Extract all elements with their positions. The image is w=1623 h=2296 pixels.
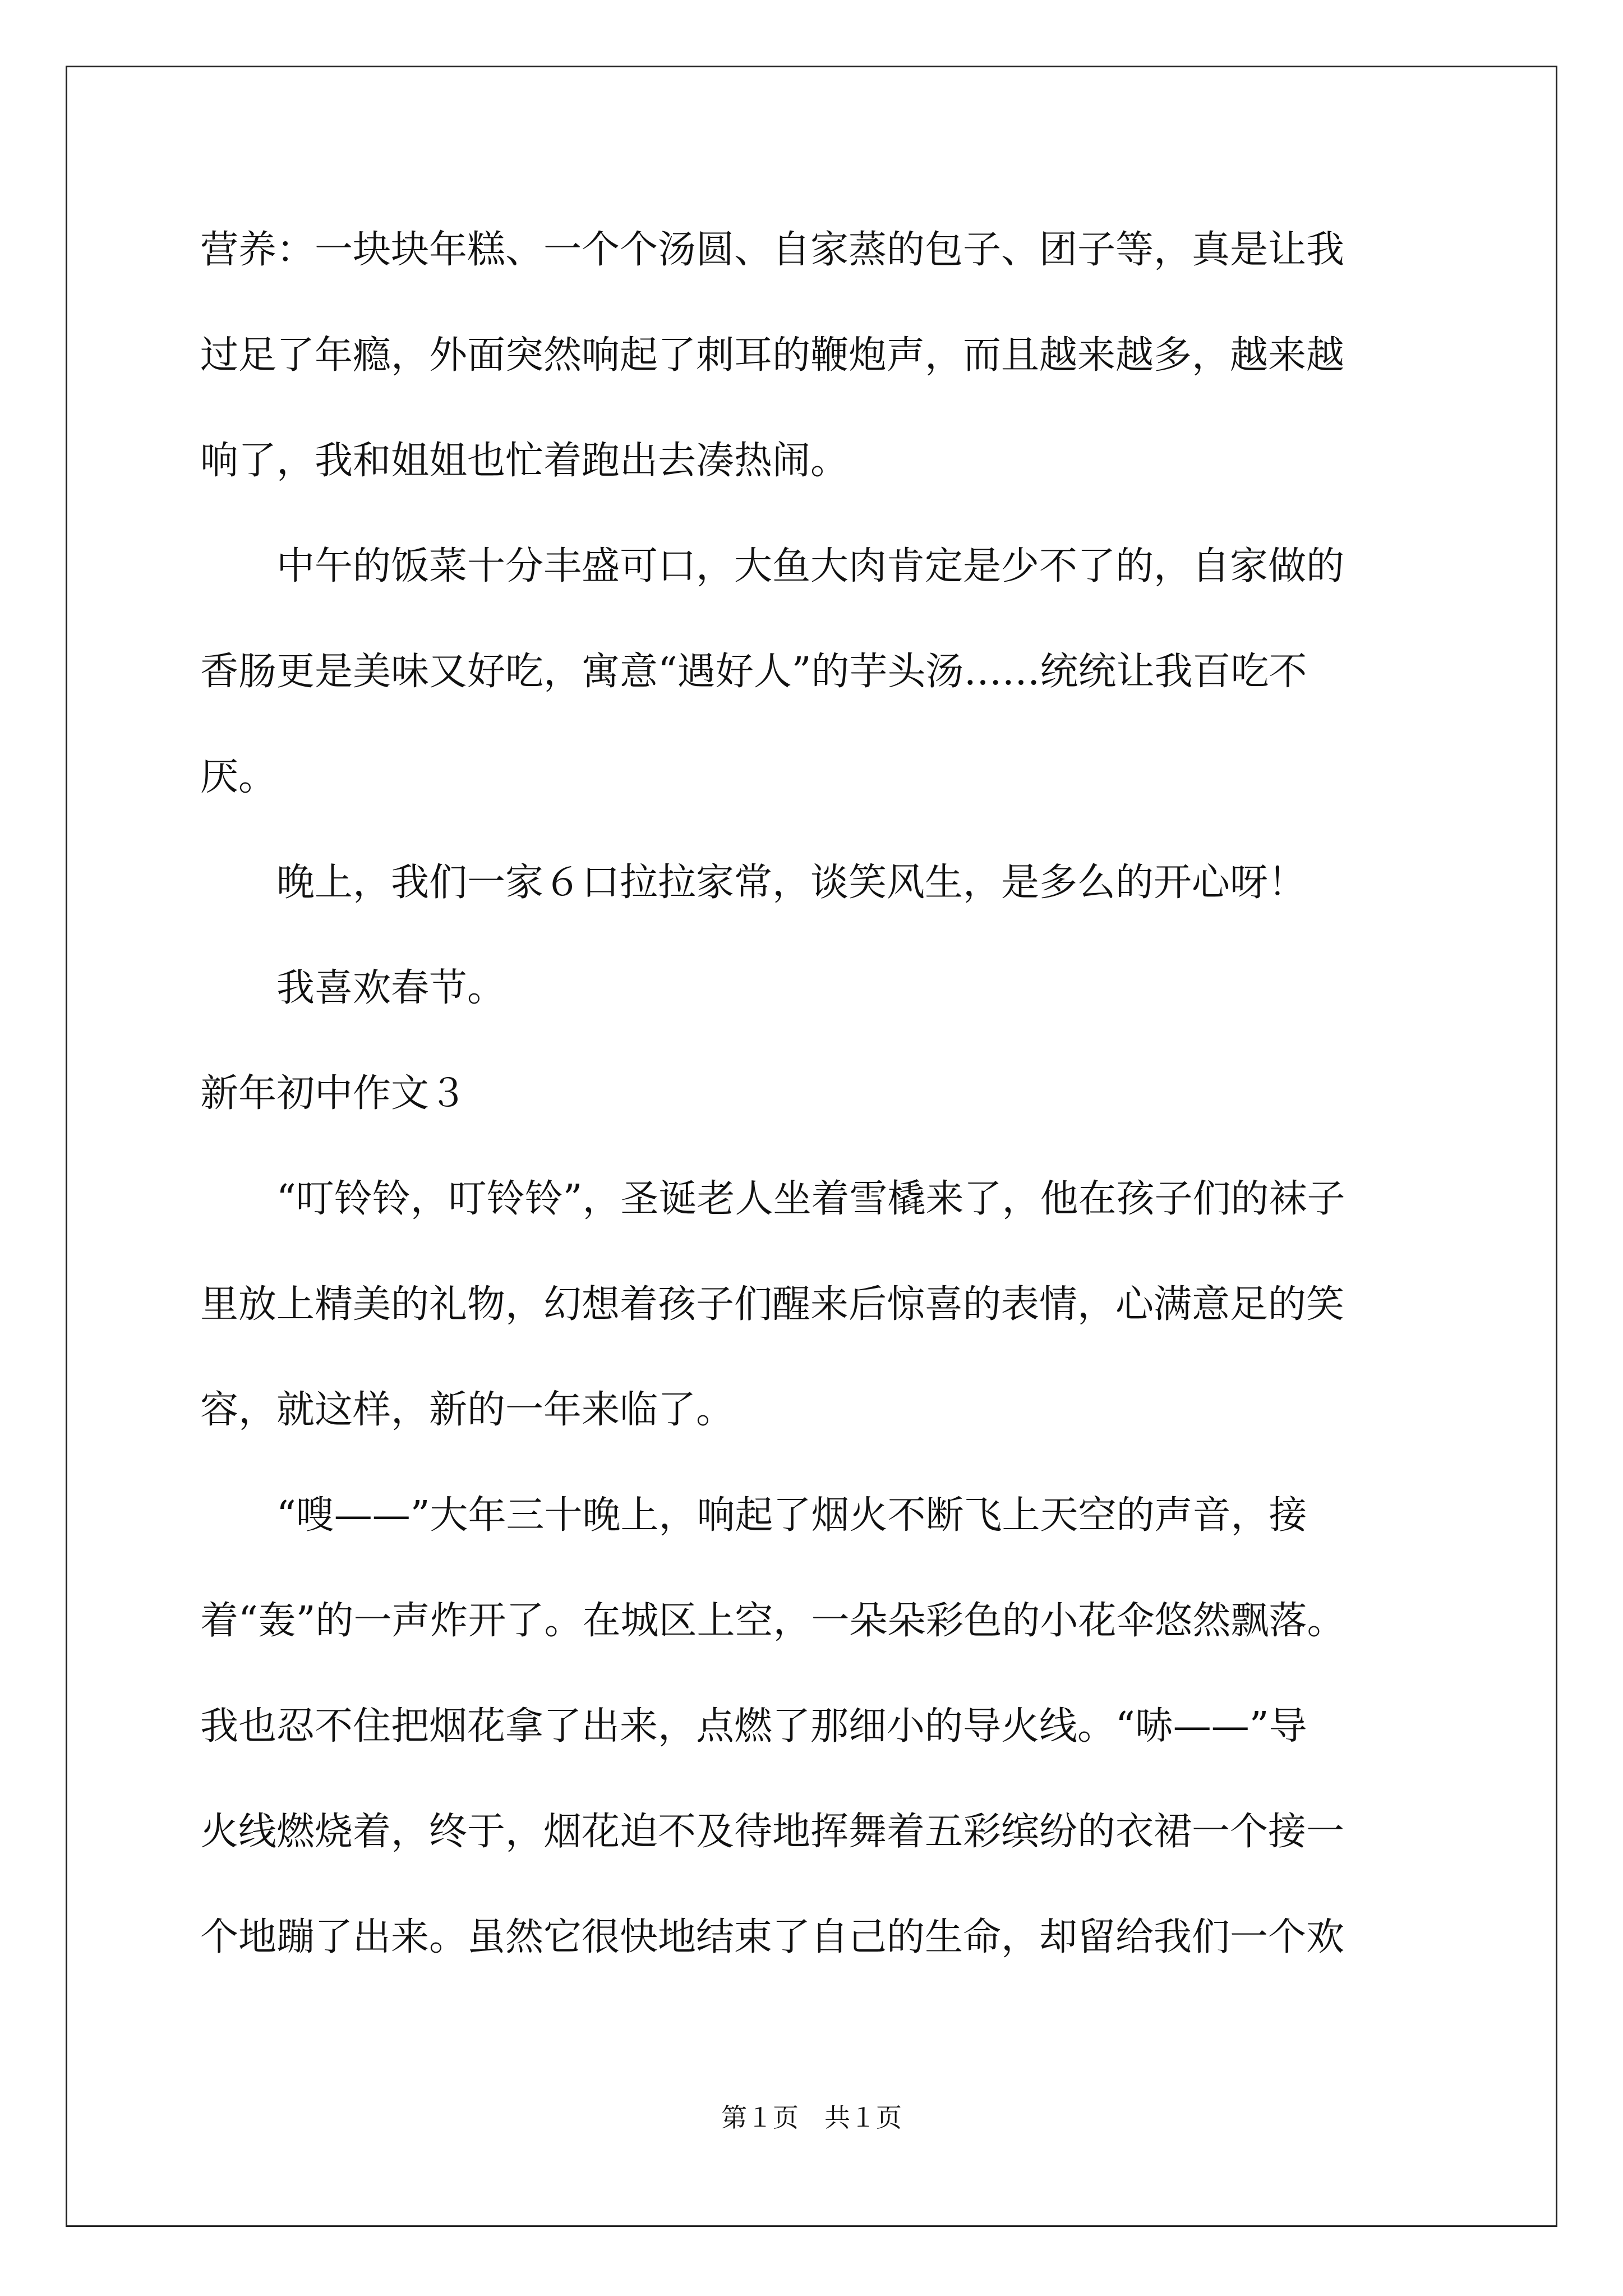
body-text-line: 过足了年瘾，外面突然响起了刺耳的鞭炮声，而且越来越多，越来越 bbox=[200, 333, 1345, 378]
page-footer: 第１页 共１页 bbox=[721, 2102, 902, 2133]
body-text-line: 火线燃烧着，终于，烟花迫不及待地挥舞着五彩缤纷的衣裙一个接一 bbox=[200, 1810, 1345, 1854]
body-text-line: 容，就这样，新的一年来临了。 bbox=[200, 1388, 735, 1432]
body-text-line: 营养：一块块年糕、一个个汤圆、自家蒸的包子、团子等，真是让我 bbox=[200, 228, 1345, 272]
body-text-line: 我喜欢春节。 bbox=[200, 966, 506, 1010]
body-text-line: 我也忍不住把烟花拿了出来，点燃了那细小的导火线。“哧——”导 bbox=[200, 1704, 1307, 1749]
body-text-line: 中午的饭菜十分丰盛可口，大鱼大肉肯定是少不了的，自家做的 bbox=[200, 544, 1345, 588]
body-text-line: 响了，我和姐姐也忙着跑出去凑热闹。 bbox=[200, 439, 849, 483]
body-text-line: 厌。 bbox=[200, 755, 277, 799]
body-text-line: 个地蹦了出来。虽然它很快地结束了自己的生命，却留给我们一个欢 bbox=[200, 1915, 1345, 1959]
page-border bbox=[66, 66, 1557, 2227]
section-heading: 新年初中作文３ bbox=[200, 1071, 468, 1116]
body-text-line: 着“轰”的一声炸开了。在城区上空，一朵朵彩色的小花伞悠然飘落。 bbox=[200, 1599, 1345, 1643]
body-text-line: “叮铃铃，叮铃铃”，圣诞老人坐着雪橇来了，他在孩子们的袜子 bbox=[200, 1177, 1345, 1221]
body-text-line: 晚上，我们一家６口拉拉家常，谈笑风生，是多么的开心呀！ bbox=[200, 861, 1307, 905]
body-text-line: 里放上精美的礼物，幻想着孩子们醒来后惊喜的表情，心满意足的笑 bbox=[200, 1282, 1345, 1327]
body-text-line: “嗖——”大年三十晚上，响起了烟火不断飞上天空的声音，接 bbox=[200, 1493, 1307, 1538]
body-text-line: 香肠更是美味又好吃，寓意“遇好人”的芋头汤……统统让我百吃不 bbox=[200, 650, 1307, 694]
